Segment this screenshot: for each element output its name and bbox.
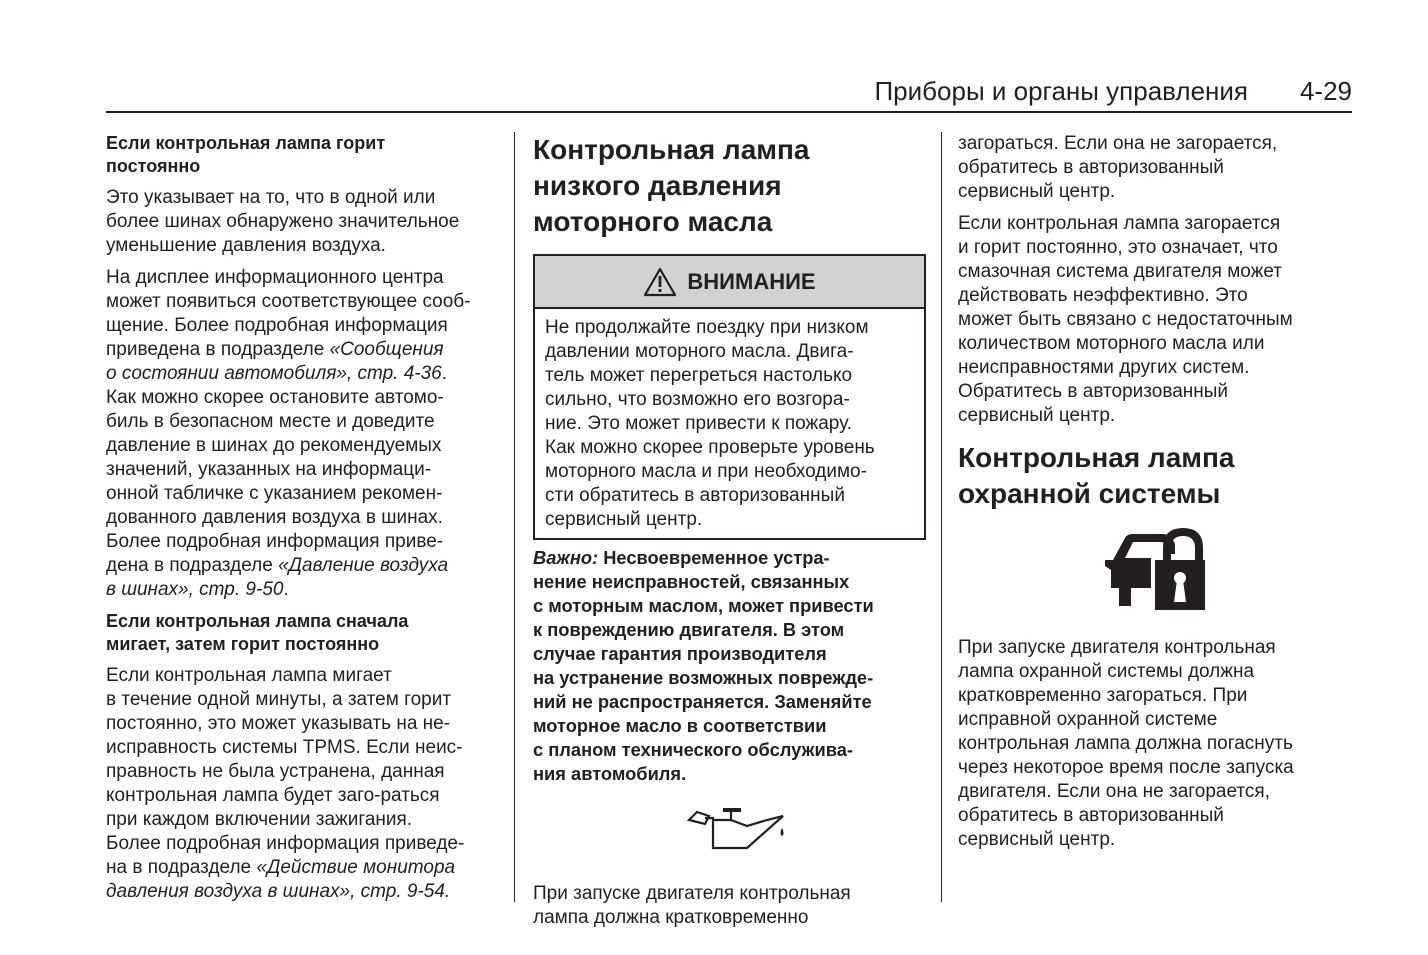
text-run: . (283, 579, 289, 600)
text-run: На дисплее информационного центра (106, 267, 444, 288)
text-line (533, 618, 926, 642)
text-run: моторное масло в соответствии (533, 715, 827, 736)
text-line (106, 234, 500, 258)
text-line: давлении моторного масла. Двига- (545, 341, 854, 362)
column-divider (941, 132, 942, 902)
text-line (533, 690, 926, 714)
text-line (106, 784, 500, 808)
text-line: Если контрольная лампа загорается (958, 213, 1281, 234)
text-run: Если контрольная лампа сначала (106, 611, 409, 631)
text-line (106, 386, 500, 410)
warning-triangle-icon (643, 267, 677, 297)
text-line (106, 210, 500, 234)
text-run: в шинах», стр. 9-50 (106, 579, 284, 600)
text-line: моторного масла (533, 206, 773, 237)
important-note (533, 546, 926, 786)
text-run: Важно: (533, 547, 604, 568)
text-run: нение неисправностей, связанных (533, 571, 850, 592)
text-run: правность не была устранена, данная (106, 761, 445, 782)
column-divider (514, 132, 515, 902)
text-run: щение. Более подробная информация (106, 315, 448, 336)
text-run: Это указывает на то, что в одной или (106, 187, 436, 208)
text-run: на устранение возможных поврежде- (533, 667, 874, 688)
text-line: низкого давления (533, 170, 782, 201)
text-line (106, 410, 500, 434)
text-line: При запуске двигателя контрольная (533, 883, 851, 904)
text-line (106, 832, 500, 856)
text-line: сти обратитесь в авторизованный (545, 485, 845, 506)
warning-title: ВНИМАНИЕ (687, 268, 816, 294)
text-line: и горит постоянно, это означает, что (958, 237, 1278, 258)
text-run: ния автомобиля. (533, 763, 687, 784)
text-line: сильно, что возможно его возгора- (545, 389, 850, 410)
text-line: сервисный центр. (958, 181, 1116, 202)
text-line (106, 808, 500, 832)
text-line: загораться. Если она не загорается, (958, 133, 1278, 154)
text-line (106, 132, 500, 155)
text-line: обратитесь в авторизованный (958, 157, 1224, 178)
text-line (106, 633, 500, 656)
text-line: Контрольная лампа (958, 442, 1235, 473)
text-run: исправность системы TPMS. Если неис- (106, 737, 463, 758)
text-run: «Действие монитора (256, 857, 456, 878)
text-line: Не продолжайте поездку при низком (545, 317, 869, 338)
text-line: может быть связано с недостаточным (958, 309, 1293, 330)
text-line (106, 880, 500, 904)
text-line (533, 666, 926, 690)
text-line (106, 688, 500, 712)
text-run: Более подробная информация приведе- (106, 833, 465, 854)
text-line: кратковременно загораться. При (958, 685, 1248, 706)
text-line: охранной системы (958, 478, 1221, 509)
subheading (106, 610, 500, 656)
warning-text (535, 309, 924, 538)
text-run: на в подразделе (106, 857, 257, 878)
text-line (106, 736, 500, 760)
text-run: постоянно (106, 156, 201, 176)
text-line: тель может перегреться настолько (545, 365, 853, 386)
text-line: сервисный центр. (545, 509, 703, 530)
text-line: смазочная система двигателя может (958, 261, 1282, 282)
security-heading (958, 440, 1352, 512)
text-line (106, 266, 500, 290)
text-line (533, 642, 926, 666)
text-run: уменьшение давления воздуха. (106, 235, 386, 256)
text-line (106, 712, 500, 736)
text-run: мигает, затем горит постоянно (106, 634, 380, 654)
column-oil-pressure (533, 132, 926, 938)
text-line (106, 338, 500, 362)
text-run: онной табличке с указанием рекомен- (106, 483, 443, 504)
text-line (106, 186, 500, 210)
text-line (533, 738, 926, 762)
paragraph (106, 186, 500, 258)
text-run: «Давление воздуха (278, 555, 449, 576)
text-run: при каждом включении зажигания. (106, 809, 413, 830)
text-line: неисправностями других систем. (958, 357, 1250, 378)
text-run: к повреждению двигателя. В этом (533, 619, 845, 640)
text-run: значений, указанных на информаци- (106, 459, 432, 480)
text-run: давления воздуха в шинах», стр. 9-54. (106, 881, 451, 902)
text-line (533, 546, 926, 570)
paragraph (958, 132, 1352, 204)
text-run: может появиться соответствующее сооб- (106, 291, 471, 312)
text-run: Если контрольная лампа мигает (106, 665, 392, 686)
oil-can-icon (553, 806, 926, 854)
text-line (106, 155, 500, 178)
text-line (106, 554, 500, 578)
text-line: лампа должна кратковременно (533, 907, 809, 928)
column-tire-pressure (106, 132, 500, 912)
text-line (106, 760, 500, 784)
text-line: контрольная лампа должна погаснуть (958, 733, 1293, 754)
section-title: Приборы и органы управления (874, 76, 1248, 106)
text-line: исправной охранной системе (958, 709, 1218, 730)
text-line: количеством моторного масла или (958, 333, 1265, 354)
security-lock-icon (958, 526, 1352, 612)
warning-box (533, 254, 926, 540)
text-run: . (441, 363, 448, 384)
text-line: сервисный центр. (958, 829, 1116, 850)
text-line: Контрольная лампа (533, 134, 810, 165)
text-line (533, 762, 926, 786)
text-line (106, 362, 500, 386)
text-run: более шинах обнаружено значительное (106, 211, 460, 232)
text-line: Как можно скорее проверьте уровень (545, 437, 875, 458)
text-line (106, 458, 500, 482)
text-line: Обратитесь в авторизованный (958, 381, 1229, 402)
text-run: случае гарантия производителя (533, 643, 827, 664)
text-line: двигателя. Если она не загорается, (958, 781, 1270, 802)
text-run: приведена в подразделе (106, 339, 330, 360)
oil-pressure-heading (533, 132, 926, 240)
text-line (106, 434, 500, 458)
oil-lamp-text (533, 882, 926, 930)
paragraph (958, 636, 1352, 852)
text-run: дованного давления воздуха в шинах. (106, 507, 443, 528)
text-run: о состоянии автомобиля», стр. 4-36 (106, 363, 442, 384)
text-line: лампа охранной системы должна (958, 661, 1255, 682)
text-run: давление в шинах до рекомендуемых (106, 435, 442, 456)
text-line (106, 482, 500, 506)
text-run: постоянно, это может указывать на не- (106, 713, 451, 734)
paragraph (958, 212, 1352, 428)
text-line: При запуске двигателя контрольная (958, 637, 1276, 658)
paragraph (106, 664, 500, 904)
text-line (106, 664, 500, 688)
warning-header (535, 256, 924, 309)
text-line: через некоторое время после запуска (958, 757, 1294, 778)
text-line (106, 530, 500, 554)
text-run: Несвоевременное устра- (603, 547, 830, 568)
text-line (533, 594, 926, 618)
text-line (106, 856, 500, 880)
text-run: контрольная лампа будет заго-раться (106, 785, 440, 806)
text-line: действовать неэффективно. Это (958, 285, 1248, 306)
text-run: биль в безопасном месте и доведите (106, 411, 435, 432)
page-number: 4-29 (1299, 76, 1352, 106)
text-run: Если контрольная лампа горит (106, 133, 386, 153)
text-run: с планом технического обслужива- (533, 739, 853, 760)
text-line (106, 314, 500, 338)
text-line (533, 570, 926, 594)
text-line (533, 714, 926, 738)
text-line: обратитесь в авторизованный (958, 805, 1224, 826)
text-line: сервисный центр. (958, 405, 1116, 426)
text-run: с моторным маслом, может привести (533, 595, 874, 616)
paragraph (106, 266, 500, 602)
text-run: дена в подразделе (106, 555, 279, 576)
text-line: ние. Это может привести к пожару. (545, 413, 853, 434)
text-run: Более подробная информация приве- (106, 531, 444, 552)
text-run: «Сообщения (329, 339, 444, 360)
text-line (106, 578, 500, 602)
text-line (106, 610, 500, 633)
text-line (106, 290, 500, 314)
page-header (106, 72, 1352, 113)
text-run: Как можно скорее остановите автомо- (106, 387, 444, 408)
text-line (106, 506, 500, 530)
column-security (958, 132, 1352, 860)
text-run: ний не распространяется. Заменяйте (533, 691, 872, 712)
text-run: в течение одной минуты, а затем горит (106, 689, 452, 710)
text-line: моторного масла и при необходимо- (545, 461, 867, 482)
subheading (106, 132, 500, 178)
